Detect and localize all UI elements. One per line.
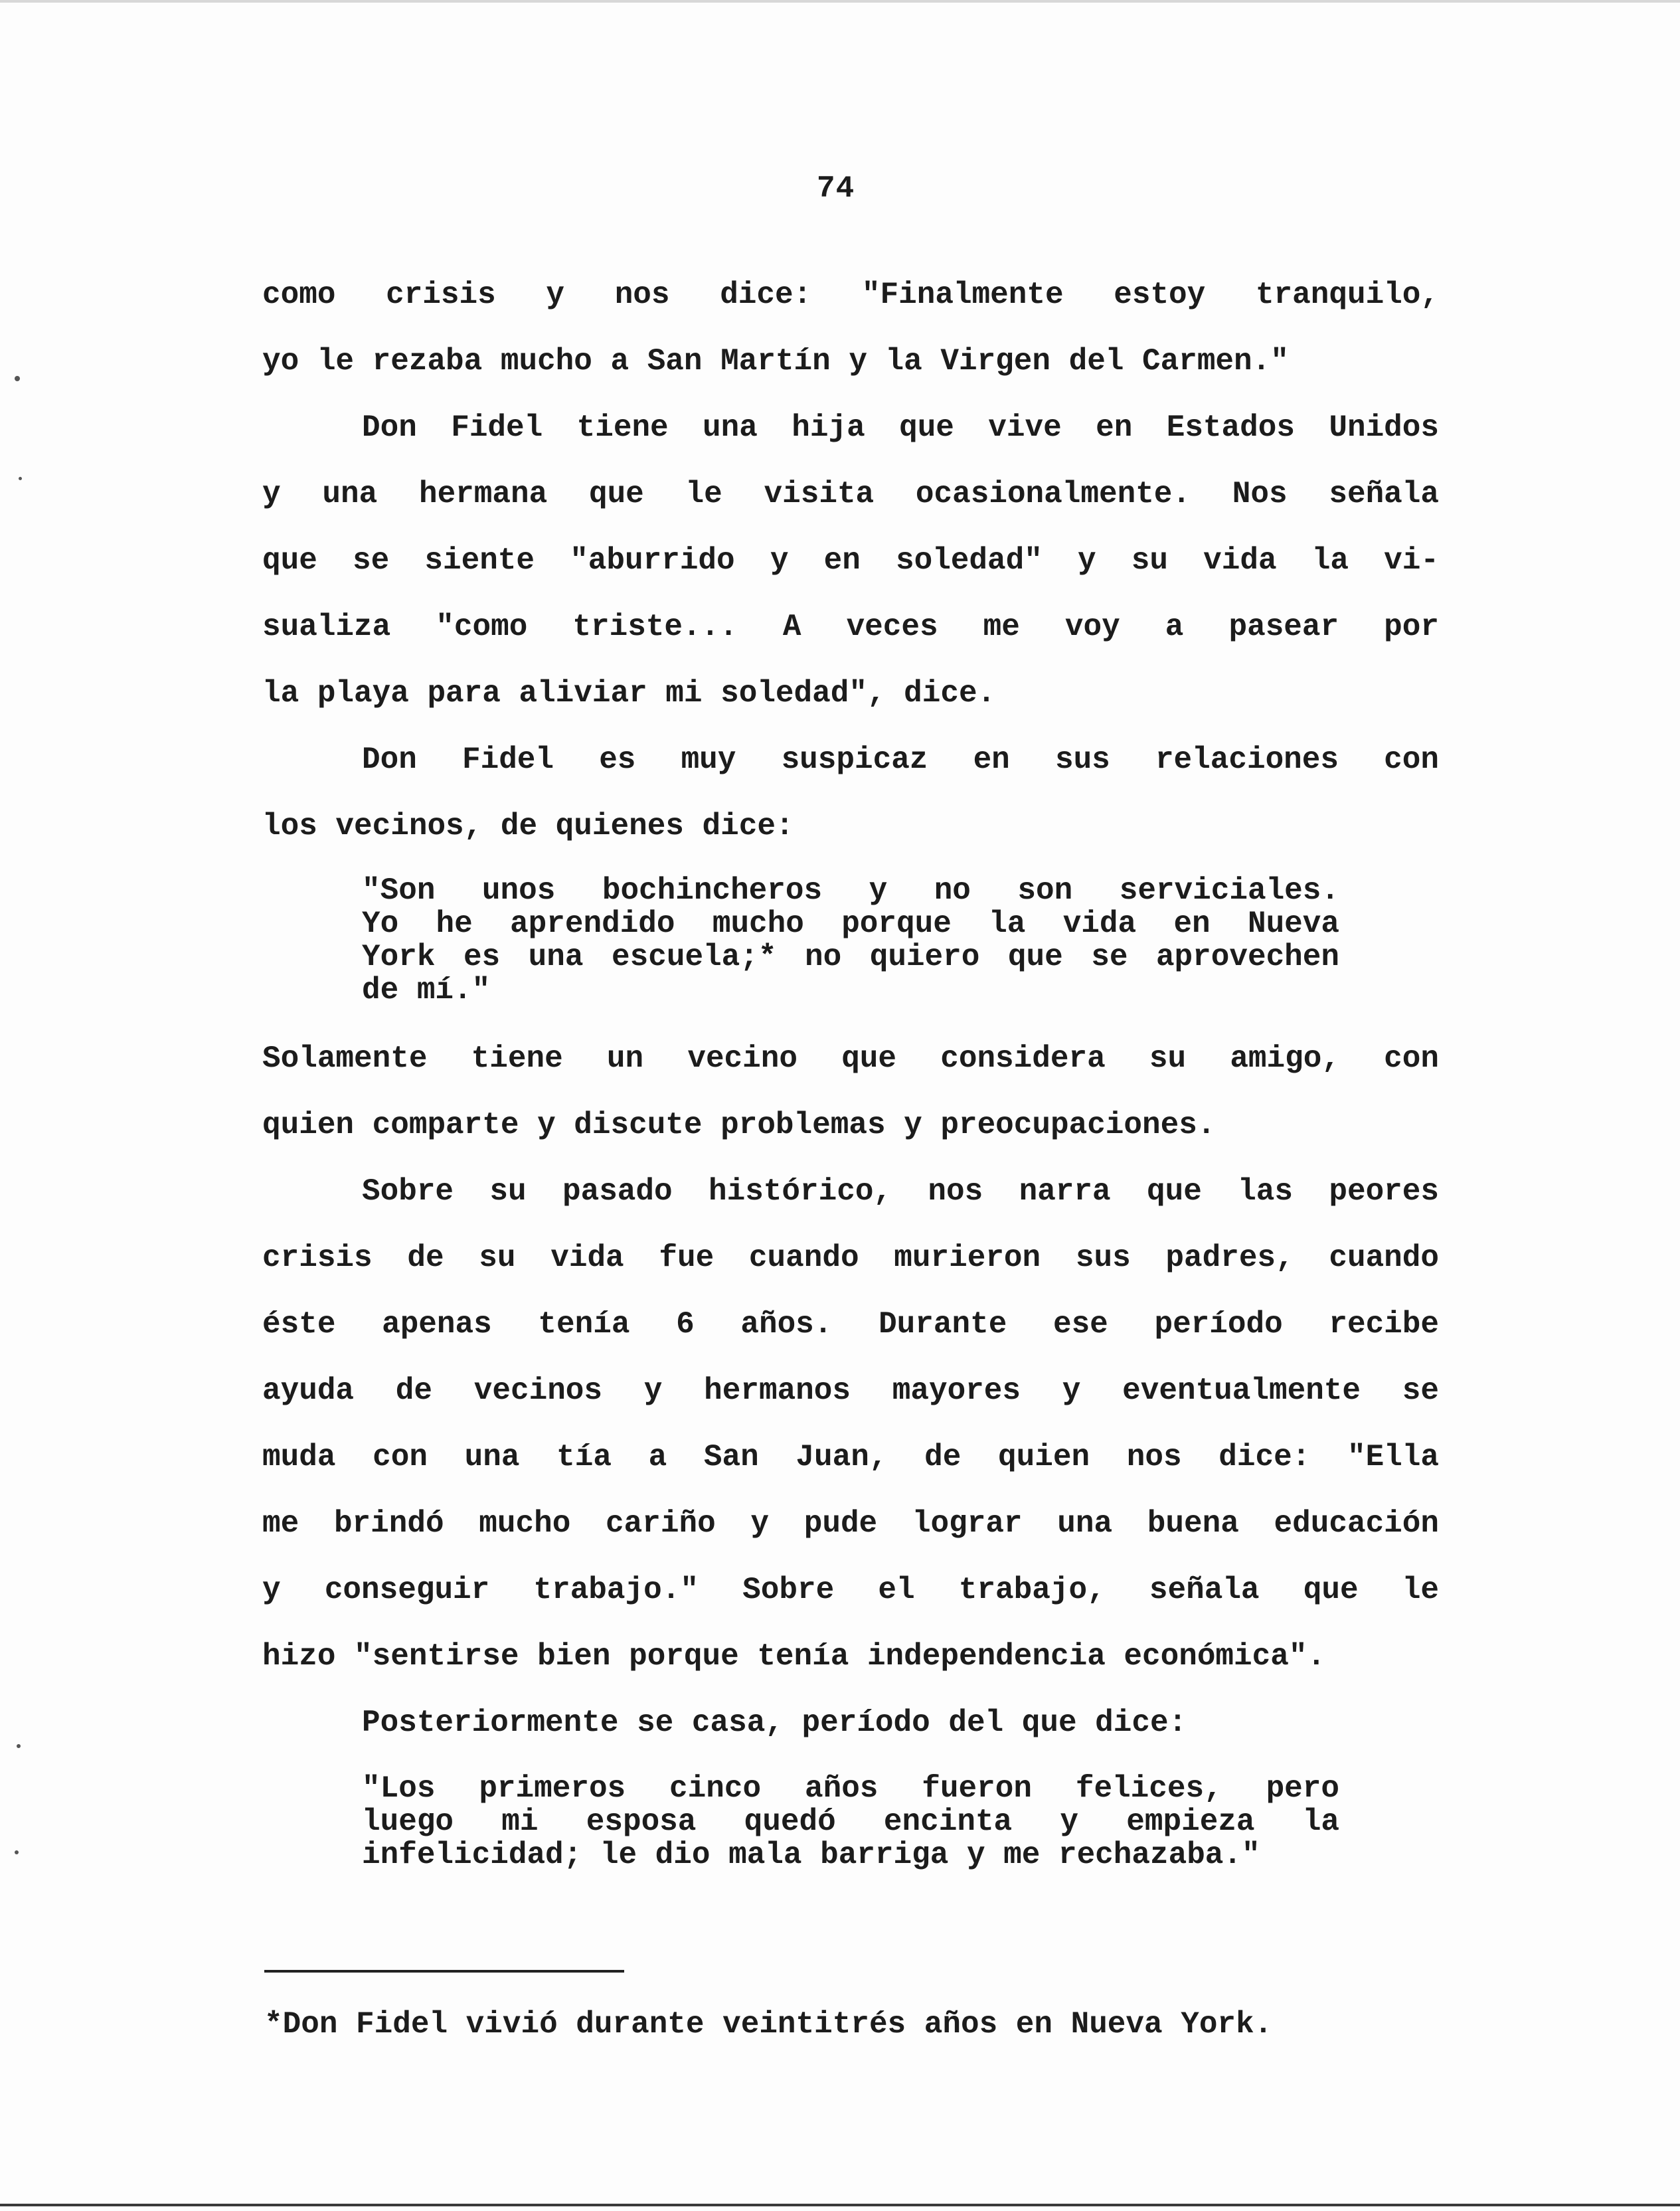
scan-speck (15, 1850, 19, 1854)
body-line: Don Fidel tiene una hija que vive en Estados Unidos (362, 410, 1439, 445)
body-line: Posteriormente se casa, período del que dice: (362, 1706, 1187, 1740)
body-line: ayuda de vecinos y hermanos mayores y eventualmente se (262, 1373, 1439, 1408)
body-line: crisis de su vida fue cuando murieron sus padres, cuando (262, 1241, 1439, 1275)
body-line: y conseguir trabajo." Sobre el trabajo, señala que le (262, 1573, 1439, 1607)
scan-speck (19, 477, 22, 480)
body-line: sualiza "como triste... A veces me voy a pasear por (262, 610, 1439, 644)
body-line: que se siente "aburrido y en soledad" y su vida la vi- (262, 543, 1439, 578)
footnote: *Don Fidel vivió durante veintitrés años en Nueva York. (264, 2007, 1273, 2042)
body-line: Sobre su pasado histórico, nos narra que las peores (362, 1174, 1439, 1209)
body-line: la playa para aliviar mi soledad", dice. (262, 676, 996, 711)
scan-edge-bottom (0, 2204, 1680, 2206)
body-line: hizo "sentirse bien porque tenía independencia económica". (262, 1639, 1326, 1674)
body-line: como crisis y nos dice: "Finalmente estoy tranquilo, (262, 278, 1439, 312)
quote-line: "Los primeros cinco años fueron felices, pero (362, 1771, 1339, 1806)
scan-speck (15, 376, 20, 381)
quote-line: infelicidad; le dio mala barriga y me rechazaba." (362, 1838, 1260, 1872)
body-line: yo le rezaba mucho a San Martín y la Virgen del Carmen." (262, 344, 1289, 379)
body-line: Solamente tiene un vecino que considera su amigo, con (262, 1041, 1439, 1076)
footnote-rule (264, 1970, 624, 1973)
quote-line: Yo he aprendido mucho porque la vida en Nueva (362, 907, 1339, 941)
page-number: 74 (817, 171, 855, 206)
scan-edge-top (0, 0, 1680, 3)
quote-line: luego mi esposa quedó encinta y empieza la (362, 1805, 1339, 1839)
body-line: éste apenas tenía 6 años. Durante ese período recibe (262, 1307, 1439, 1342)
body-line: me brindó mucho cariño y pude lograr una buena educación (262, 1506, 1439, 1541)
body-line: Don Fidel es muy suspicaz en sus relaciones con (362, 743, 1439, 777)
body-line: muda con una tía a San Juan, de quien nos dice: "Ella (262, 1440, 1439, 1474)
quote-line: "Son unos bochincheros y no son serviciales. (362, 873, 1339, 908)
scan-speck (17, 1744, 21, 1748)
body-line: quien comparte y discute problemas y preocupaciones. (262, 1108, 1216, 1142)
quote-line: de mí." (362, 973, 491, 1008)
body-line: los vecinos, de quienes dice: (262, 809, 794, 843)
body-line: y una hermana que le visita ocasionalmente. Nos señala (262, 477, 1439, 511)
quote-line: York es una escuela;* no quiero que se aprovechen (362, 940, 1339, 974)
